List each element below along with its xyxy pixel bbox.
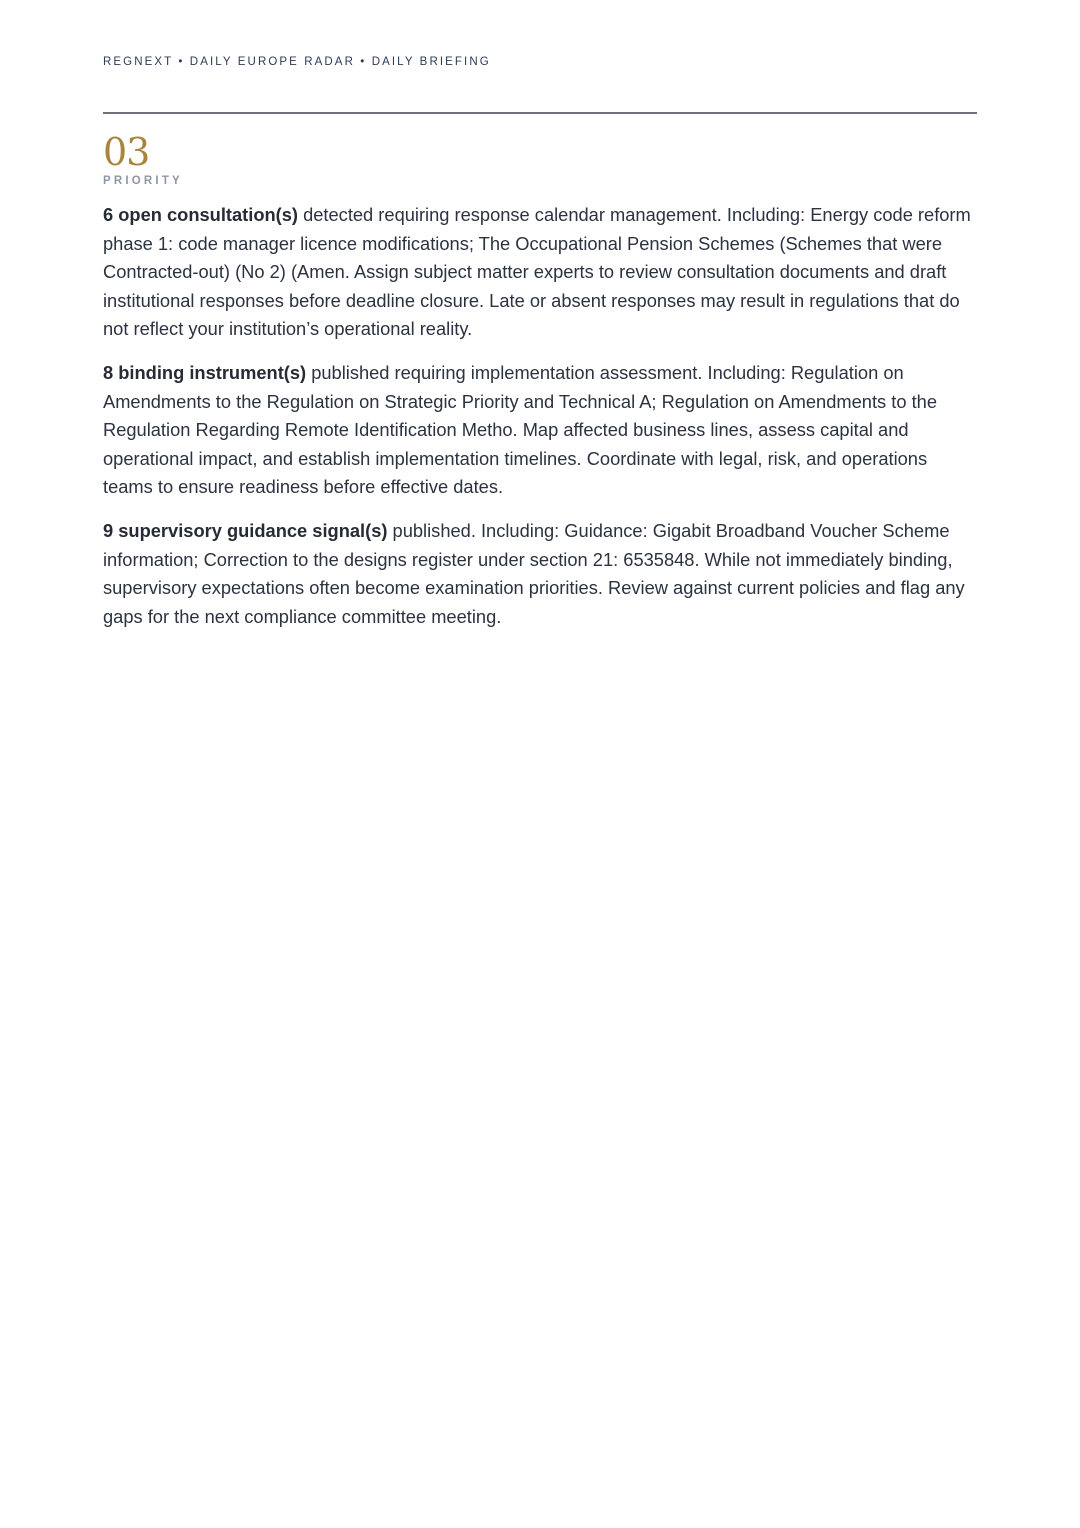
- paragraph-text: detected requiring response calendar management. Including: Energy code reform phase 1: code manager licence modifications; The Occupational Pension Schemes (Schemes that were Contracted-out) (No 2) (Amen. Assign subject matter experts to review consultation documents and draft institutional responses before deadline closure. Late or absent responses may result in regulations that do not reflect your institution’s operational reality.: [103, 204, 971, 340]
- paragraph-lead: 8 binding instrument(s): [103, 361, 307, 383]
- section-label: PRIORITY: [103, 175, 183, 187]
- paragraph-binding-instruments: [103, 359, 977, 502]
- paragraph-consultations: [103, 201, 977, 344]
- paragraph-text: published. Including: Guidance: Gigabit Broadband Voucher Scheme information; Correction to the designs register under section 21: 6535848. While not immediately binding, supervisory expectations often become examination priorities. Review against current policies and flag any gaps for the next compliance committee meeting.: [103, 519, 965, 627]
- paragraph-text: published requiring implementation assessment. Including: Regulation on Amendments to the Regulation on Strategic Priority and Technical A; Regulation on Amendments to the Regulation Regarding Remote Identification Metho. Map affected business lines, assess capital and operational impact, and establish implementation timelines. Coordinate with legal, risk, and operations teams to ensure readiness before effective dates.: [103, 361, 937, 498]
- paragraph-lead: 9 supervisory guidance signal(s): [103, 519, 388, 541]
- paragraph-lead: 6 open consultation(s): [103, 204, 299, 225]
- paragraph-supervisory-guidance: [103, 517, 977, 631]
- section-body: [103, 201, 977, 646]
- header-divider: [103, 112, 977, 114]
- section-number: 03: [103, 130, 150, 174]
- running-header: REGNEXT • DAILY EUROPE RADAR • DAILY BRIEFING: [103, 56, 491, 68]
